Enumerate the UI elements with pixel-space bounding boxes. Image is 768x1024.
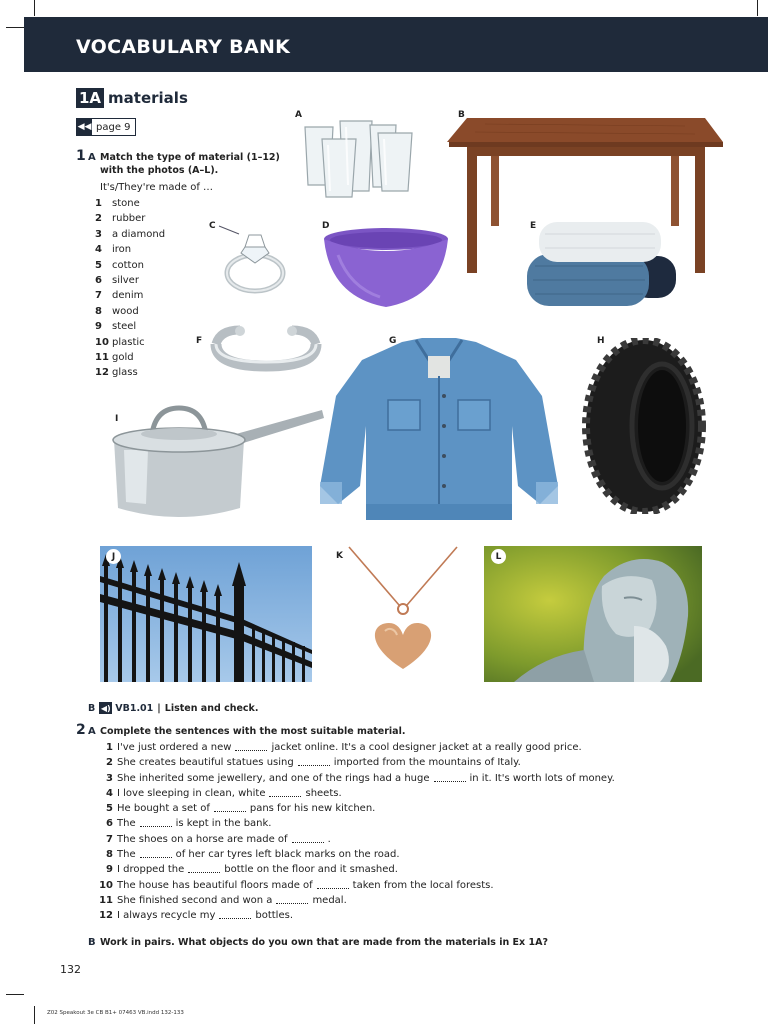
section-title bbox=[76, 88, 188, 108]
list-item bbox=[95, 895, 615, 910]
photo-label-f: F bbox=[196, 336, 203, 346]
instruction-line: with the photos (A–L). bbox=[100, 165, 219, 176]
page-reference[interactable] bbox=[76, 118, 136, 136]
exercise-number: 2 bbox=[76, 722, 86, 738]
list-item bbox=[95, 275, 165, 290]
list-item bbox=[95, 910, 615, 925]
list-item bbox=[95, 352, 165, 367]
item-text: iron bbox=[112, 244, 132, 256]
item-text: glass bbox=[112, 367, 138, 379]
exercise-instruction: Listen and check. bbox=[164, 702, 259, 714]
photo-label-h: H bbox=[597, 336, 605, 346]
gap-blank[interactable] bbox=[214, 803, 246, 812]
photo-denim-jacket bbox=[316, 336, 562, 526]
list-item bbox=[95, 757, 615, 772]
gap-blank[interactable] bbox=[219, 910, 251, 919]
crop-mark bbox=[6, 27, 24, 28]
item-text: plastic bbox=[112, 336, 145, 348]
sentence-start: I dropped the bbox=[117, 864, 185, 876]
item-number: 2 bbox=[106, 757, 113, 769]
item-number: 10 bbox=[95, 336, 109, 348]
item-number: 8 bbox=[106, 849, 113, 861]
sentence-start: She creates beautiful statues using bbox=[117, 757, 294, 769]
list-item bbox=[95, 244, 165, 259]
page-reference-label: page 9 bbox=[96, 121, 131, 133]
gap-blank[interactable] bbox=[298, 757, 330, 766]
item-number: 8 bbox=[95, 305, 102, 317]
item-number: 6 bbox=[106, 818, 113, 830]
sentence-end: sheets. bbox=[305, 787, 342, 799]
sentence-list bbox=[95, 742, 615, 926]
photo-glasses bbox=[300, 115, 420, 205]
item-text: denim bbox=[112, 290, 144, 302]
item-number: 3 bbox=[106, 772, 113, 784]
photo-label-e: E bbox=[530, 221, 537, 231]
list-item bbox=[95, 306, 165, 321]
photo-label-k: K bbox=[336, 551, 343, 561]
photo-label-j: J bbox=[106, 549, 121, 564]
photo-stone-statue bbox=[484, 546, 702, 682]
photo-label-l: L bbox=[491, 549, 506, 564]
gap-blank[interactable] bbox=[276, 895, 308, 904]
sentence-end: . bbox=[327, 833, 331, 845]
item-number: 2 bbox=[95, 213, 102, 225]
list-item bbox=[95, 337, 165, 352]
item-number: 3 bbox=[95, 228, 102, 240]
gap-blank[interactable] bbox=[140, 818, 172, 827]
sentence-start: I've just ordered a new bbox=[117, 742, 232, 753]
sentence-end: imported from the mountains of Italy. bbox=[333, 757, 521, 769]
sentence-end: taken from the local forests. bbox=[352, 879, 494, 891]
item-number: 10 bbox=[99, 879, 113, 891]
sentence-start: She finished second and won a bbox=[117, 894, 273, 906]
item-text: silver bbox=[112, 274, 139, 286]
separator: | bbox=[157, 702, 161, 714]
photo-label-i: I bbox=[115, 414, 119, 424]
list-item bbox=[95, 880, 615, 895]
sentence-start: The shoes on a horse are made of bbox=[117, 833, 288, 845]
list-item bbox=[95, 803, 615, 818]
sentence-end: is kept in the bank. bbox=[175, 818, 272, 830]
exercise-instruction bbox=[100, 151, 280, 177]
audio-track[interactable]: VB1.01 bbox=[115, 702, 154, 714]
photo-gold-necklace bbox=[345, 545, 461, 675]
list-item bbox=[95, 773, 615, 788]
list-item bbox=[95, 818, 615, 833]
list-item bbox=[95, 260, 165, 275]
exercise-1b bbox=[88, 702, 258, 714]
crop-mark bbox=[757, 0, 758, 16]
sentence-start: The house has beautiful floors made of bbox=[117, 879, 313, 891]
gap-blank[interactable] bbox=[188, 864, 220, 873]
print-slug: Z02 Speakout 3e CB B1+ 07463 VB.indd 132-133 bbox=[47, 1010, 184, 1016]
speaker-icon[interactable]: ◀) bbox=[100, 703, 111, 713]
exercise-number: 1 bbox=[76, 148, 86, 164]
list-item bbox=[95, 229, 165, 244]
item-number: 7 bbox=[95, 290, 102, 302]
photo-iron-gate bbox=[100, 546, 312, 682]
crop-mark bbox=[34, 0, 35, 16]
exercise-intro: It's/They're made of … bbox=[100, 182, 214, 193]
item-number: 5 bbox=[106, 803, 113, 815]
photo-rubber-tyre bbox=[582, 338, 706, 514]
item-number: 9 bbox=[95, 321, 102, 333]
exercise-instruction: Work in pairs. What objects do you own that are made from the materials in Ex 1A? bbox=[100, 937, 548, 948]
list-item bbox=[95, 742, 615, 757]
sentence-start: He bought a set of bbox=[117, 803, 210, 815]
sentence-start: She inherited some jewellery, and one of the rings had a huge bbox=[117, 772, 430, 784]
sentence-end: medal. bbox=[312, 894, 347, 906]
photo-plastic-bowl bbox=[322, 227, 450, 309]
item-number: 5 bbox=[95, 259, 102, 271]
exercise-instruction: Complete the sentences with the most suitable material. bbox=[100, 726, 406, 737]
crop-mark bbox=[6, 994, 24, 995]
list-item bbox=[95, 367, 165, 382]
item-text: rubber bbox=[112, 213, 146, 225]
item-number: 12 bbox=[95, 367, 109, 379]
item-number: 7 bbox=[106, 833, 113, 845]
section-name: materials bbox=[108, 89, 188, 107]
gap-blank[interactable] bbox=[434, 773, 466, 782]
item-number: 4 bbox=[106, 787, 113, 799]
item-text: stone bbox=[112, 198, 140, 209]
list-item bbox=[95, 213, 165, 228]
material-list bbox=[95, 198, 165, 383]
instruction-line: Match the type of material (1–12) bbox=[100, 152, 280, 163]
gap-blank[interactable] bbox=[269, 788, 301, 797]
list-item bbox=[95, 834, 615, 849]
photo-diamond-ring bbox=[215, 223, 295, 303]
crop-mark bbox=[34, 1006, 35, 1024]
item-number: 12 bbox=[99, 910, 113, 922]
item-number: 9 bbox=[106, 864, 113, 876]
photo-steel-saucepan bbox=[108, 404, 328, 526]
list-item bbox=[95, 864, 615, 879]
sentence-end: in it. It's worth lots of money. bbox=[469, 772, 615, 784]
gap-blank[interactable] bbox=[235, 742, 267, 751]
gap-blank[interactable] bbox=[140, 849, 172, 858]
photo-silver-bracelet bbox=[210, 322, 322, 374]
sentence-start: I always recycle my bbox=[117, 910, 216, 922]
item-text: a diamond bbox=[112, 228, 166, 240]
photo-label-c: C bbox=[209, 221, 216, 231]
photo-label-b: B bbox=[458, 110, 465, 120]
exercise-letter: B bbox=[88, 937, 96, 948]
photo-label-a: A bbox=[295, 110, 302, 120]
sentence-end: bottle on the floor and it smashed. bbox=[224, 864, 398, 876]
item-text: cotton bbox=[112, 259, 144, 271]
page-title: VOCABULARY BANK bbox=[76, 36, 291, 58]
sentence-end: pans for his new kitchen. bbox=[249, 803, 376, 815]
item-number: 11 bbox=[99, 894, 113, 906]
sentence-end: bottles. bbox=[255, 910, 294, 922]
list-item bbox=[95, 321, 165, 336]
page-header bbox=[24, 17, 768, 72]
item-text: steel bbox=[112, 321, 137, 333]
sentence-start: The bbox=[117, 818, 136, 830]
photo-cotton-towels bbox=[525, 220, 680, 310]
item-number: 11 bbox=[95, 351, 109, 363]
item-number: 4 bbox=[95, 244, 102, 256]
list-item bbox=[95, 788, 615, 803]
section-number: 1A bbox=[76, 88, 104, 108]
sentence-start: The bbox=[117, 849, 136, 861]
gap-blank[interactable] bbox=[292, 834, 324, 843]
page-number: 132 bbox=[60, 963, 81, 976]
item-text: gold bbox=[112, 351, 134, 363]
rewind-icon: ◀◀ bbox=[77, 119, 92, 135]
exercise-letter: B bbox=[88, 702, 96, 714]
item-text: wood bbox=[112, 305, 139, 317]
photo-label-g: G bbox=[389, 336, 397, 346]
item-number: 1 bbox=[106, 742, 113, 753]
gap-blank[interactable] bbox=[317, 880, 349, 889]
sentence-end: jacket online. It's a cool designer jacket at a really good price. bbox=[271, 742, 582, 753]
list-item bbox=[95, 849, 615, 864]
item-number: 6 bbox=[95, 274, 102, 286]
exercise-letter: A bbox=[88, 152, 96, 163]
sentence-start: I love sleeping in clean, white bbox=[117, 787, 266, 799]
sentence-end: of her car tyres left black marks on the road. bbox=[175, 849, 400, 861]
photo-label-d: D bbox=[322, 221, 330, 231]
list-item bbox=[95, 198, 165, 213]
item-number: 1 bbox=[95, 198, 102, 209]
exercise-letter: A bbox=[88, 726, 96, 737]
list-item bbox=[95, 290, 165, 305]
